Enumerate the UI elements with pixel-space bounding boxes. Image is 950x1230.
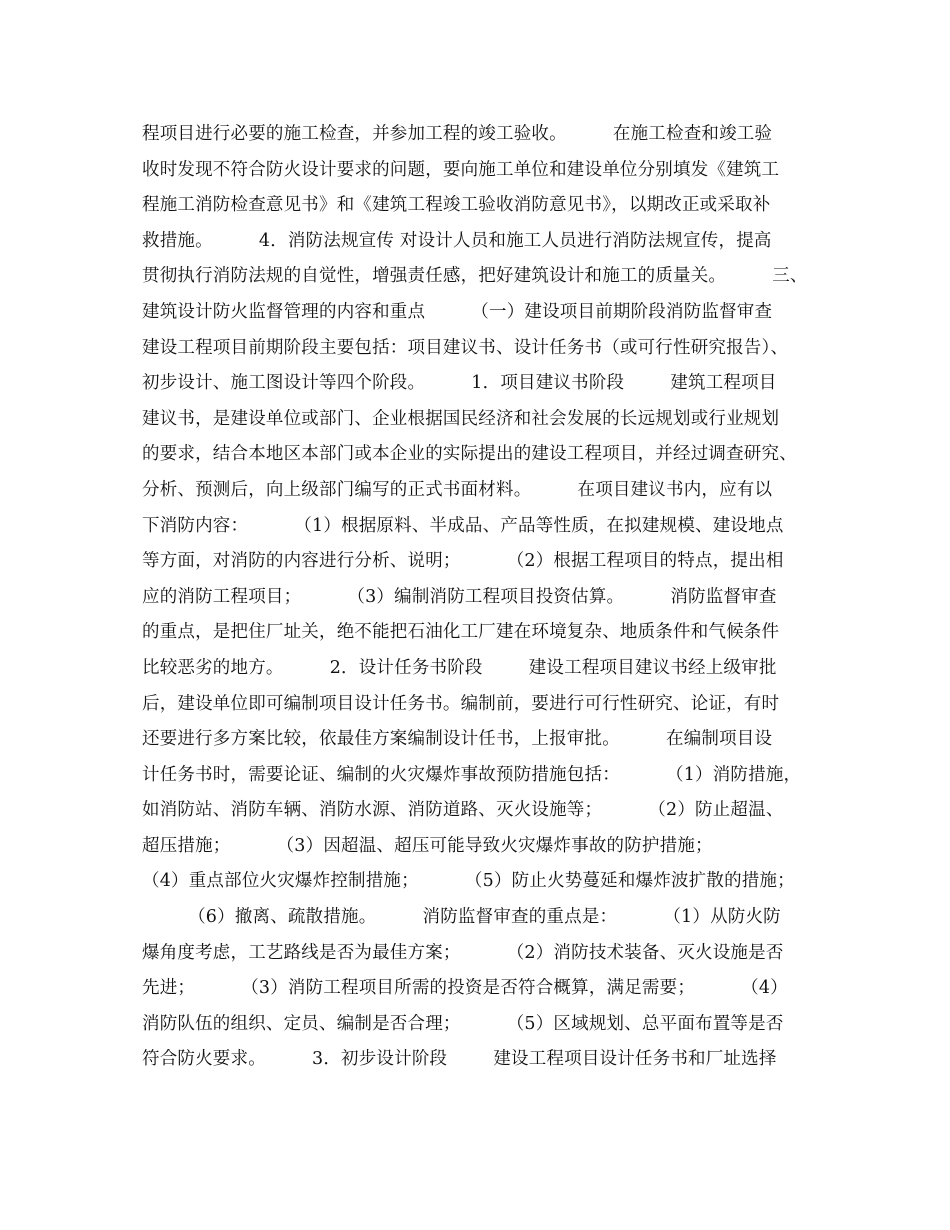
text-line: 应的消防工程项目； （3）编制消防工程项目投资估算。 消防监督审查	[142, 586, 777, 607]
text-line: 程施工消防检查意见书》和《建筑工程竣工验收消防意见书》，以期改正或采取补	[142, 195, 771, 216]
body-text	[142, 117, 822, 1078]
text-line: 的要求，结合本地区本部门或本企业的实际提出的建设工程项目，并经过调查研究、	[142, 444, 797, 465]
text-line: 分析、预测后，向上级部门编写的正式书面材料。 在项目建议书内，应有以	[142, 479, 773, 500]
text-line: 收时发现不符合防火设计要求的问题，要向施工单位和建设单位分别填发《建筑工	[142, 159, 780, 180]
text-line: 初步设计、施工图设计等四个阶段。 1．项目建议书阶段 建筑工程项目	[142, 373, 777, 394]
text-line: 的重点，是把住厂址关，绝不能把石油化工厂建在环境复杂、地质条件和气候条件	[142, 622, 780, 643]
text-line: 救措施。 4．消防法规宣传 对设计人员和施工人员进行消防法规宣传，提高	[142, 230, 772, 251]
text-line: 建议书，是建设单位或部门、企业根据国民经济和社会发展的长远规划或行业规划	[142, 408, 780, 429]
text-line: （4）重点部位火灾爆炸控制措施； （5）防止火势蔓延和爆炸波扩散的措施；	[142, 871, 795, 892]
text-line: 还要进行多方案比较，依最佳方案编制设计任书，上报审批。 在编制项目设	[142, 729, 773, 750]
text-line: 如消防站、消防车辆、消防水源、消防道路、灭火设施等； （2）防止超温、	[142, 800, 784, 821]
text-line: 符合防火要求。 3．初步设计阶段 建设工程项目设计任务书和厂址选择	[142, 1049, 777, 1070]
text-line: 程项目进行必要的施工检查，并参加工程的竣工验收。 在施工检查和竣工验	[142, 124, 773, 144]
text-line: 计任务书时，需要论证、编制的火灾爆炸事故预防措施包括： （1）消防措施，	[142, 764, 802, 785]
text-line: 消防队伍的组织、定员、编制是否合理； （5）区域规划、总平面布置等是否	[142, 1013, 784, 1034]
text-line: 爆角度考虑，工艺路线是否为最佳方案； （2）消防技术装备、灭火设施是否	[142, 942, 784, 963]
text-line: 比较恶劣的地方。 2．设计任务书阶段 建设工程项目建议书经上级审批	[142, 657, 777, 678]
text-line: （6）撤离、疏散措施。 消防监督审查的重点是： （1）从防火防	[142, 907, 781, 928]
text-line: 建筑设计防火监督管理的内容和重点 （一）建设项目前期阶段消防监督审查	[142, 301, 773, 322]
text-line: 建设工程项目前期阶段主要包括：项目建议书、设计任务书（或可行性研究报告）、	[142, 337, 789, 358]
text-line: 贯彻执行消防法规的自觉性，增强责任感，把好建筑设计和施工的质量关。 三、	[142, 266, 808, 287]
text-line: 先进； （3）消防工程项目所需的投资是否符合概算，满足需要； （4）	[142, 978, 788, 999]
text-line: 等方面，对消防的内容进行分析、说明； （2）根据工程项目的特点，提出相	[142, 551, 784, 572]
text-line: 下消防内容： （1）根据原料、半成品、产品等性质，在拟建规模、建设地点	[142, 515, 784, 536]
text-line: 后，建设单位即可编制项目设计任务书。编制前，要进行可行性研究、论证，有时	[142, 693, 780, 714]
text-line: 超压措施； （3）因超温、超压可能导致火灾爆炸事故的防护措施；	[142, 835, 713, 856]
